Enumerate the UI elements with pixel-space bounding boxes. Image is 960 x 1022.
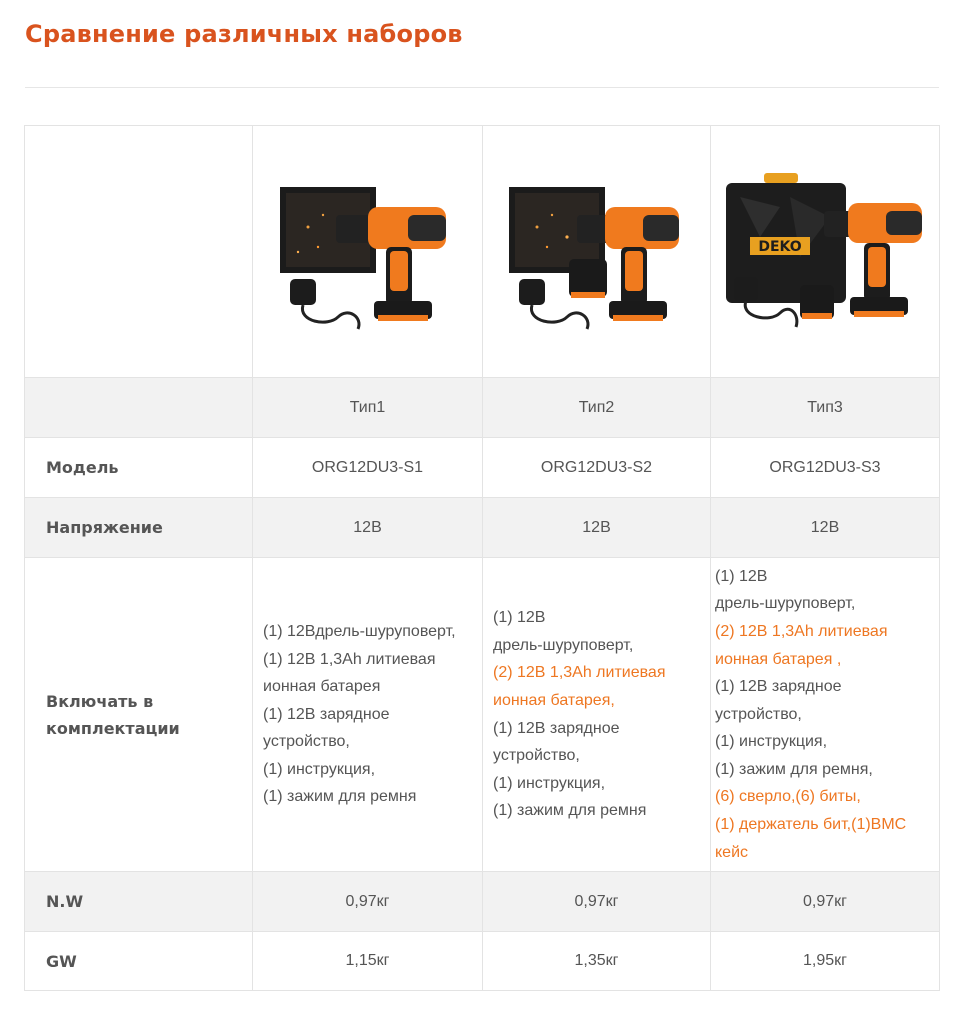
row-label-empty <box>25 378 253 438</box>
model-cell: ORG12DU3-S1 <box>253 438 483 498</box>
table-row-nw <box>25 872 940 932</box>
kit-item: (2) 12В 1,3Ah литиевая <box>493 664 666 682</box>
kit-item: (1) зажим для ремня, <box>715 760 873 778</box>
kit-item: устройство, <box>263 733 350 751</box>
kit-item: (1) инструкция, <box>493 774 606 792</box>
kit-item: (1) 12В <box>493 609 546 627</box>
kit-item: (1) инструкция, <box>715 733 828 751</box>
kit-item: (1) зажим для ремня <box>493 802 647 820</box>
title-divider <box>25 87 939 88</box>
row-label-kit <box>25 558 253 872</box>
comparison-table <box>24 125 940 991</box>
kit-item: (1) инструкция, <box>263 760 376 778</box>
kit-item: (6) сверло,(6) биты, <box>715 788 861 806</box>
drill-set-box-two-batteries-icon <box>497 167 697 337</box>
page-title: Сравнение различных наборов <box>25 20 463 48</box>
kit-item: кейс <box>715 843 749 861</box>
nw-cell: 0,97кг <box>483 872 711 932</box>
kit-item: ионная батарея, <box>493 691 615 709</box>
table-row-kit <box>25 558 940 872</box>
product-image-cell <box>483 126 711 378</box>
kit-item: (1) 12В зарядное <box>715 678 842 696</box>
table-row-type <box>25 378 940 438</box>
kit-item: (1) держатель бит,(1)BMC <box>715 816 907 834</box>
gw-cell: 1,15кг <box>253 932 483 991</box>
gw-cell: 1,35кг <box>483 932 711 991</box>
gw-cell: 1,95кг <box>711 932 940 991</box>
kit-item: (1) 12В зарядное <box>493 719 620 737</box>
type-cell: Тип1 <box>253 378 483 438</box>
kit-cell <box>483 558 711 872</box>
kit-item: (1) зажим для ремня <box>263 788 417 806</box>
model-cell: ORG12DU3-S3 <box>711 438 940 498</box>
row-label-gw: GW <box>25 932 253 991</box>
kit-item: (1) 12В <box>715 567 768 585</box>
kit-cell <box>253 558 483 872</box>
kit-item: устройство, <box>493 747 580 765</box>
kit-item: (2) 12В 1,3Ah литиевая <box>715 622 888 640</box>
table-row-gw <box>25 932 940 991</box>
kit-item: дрель-шуруповерт, <box>715 595 856 613</box>
voltage-cell: 12В <box>253 498 483 558</box>
product-image-cell <box>253 126 483 378</box>
row-label-kit-text: Включать в комплектации <box>46 691 180 738</box>
row-label-model: Модель <box>25 438 253 498</box>
model-cell: ORG12DU3-S2 <box>483 438 711 498</box>
nw-cell: 0,97кг <box>711 872 940 932</box>
kit-item: ионная батарея <box>263 678 381 696</box>
drill-set-box-icon <box>268 167 468 337</box>
kit-item: дрель-шуруповерт, <box>493 636 634 654</box>
nw-cell: 0,97кг <box>253 872 483 932</box>
table-row-voltage <box>25 498 940 558</box>
voltage-cell: 12В <box>711 498 940 558</box>
kit-item: устройство, <box>715 705 802 723</box>
table-row-model <box>25 438 940 498</box>
row-label-nw: N.W <box>25 872 253 932</box>
type-cell: Тип2 <box>483 378 711 438</box>
kit-item: (1) 12Вдрель-шуруповерт, <box>263 622 456 640</box>
drill-set-case-icon <box>720 167 930 337</box>
kit-item: (1) 12В 1,3Ah литиевая <box>263 650 436 668</box>
kit-item: (1) 12В зарядное <box>263 705 390 723</box>
type-cell: Тип3 <box>711 378 940 438</box>
kit-item: ионная батарея , <box>715 650 842 668</box>
product-image-cell <box>711 126 940 378</box>
case-brand-text: DEKO <box>758 238 802 255</box>
table-row-images <box>25 126 940 378</box>
kit-cell <box>711 558 940 872</box>
empty-cell <box>25 126 253 378</box>
row-label-voltage: Напряжение <box>25 498 253 558</box>
voltage-cell: 12В <box>483 498 711 558</box>
